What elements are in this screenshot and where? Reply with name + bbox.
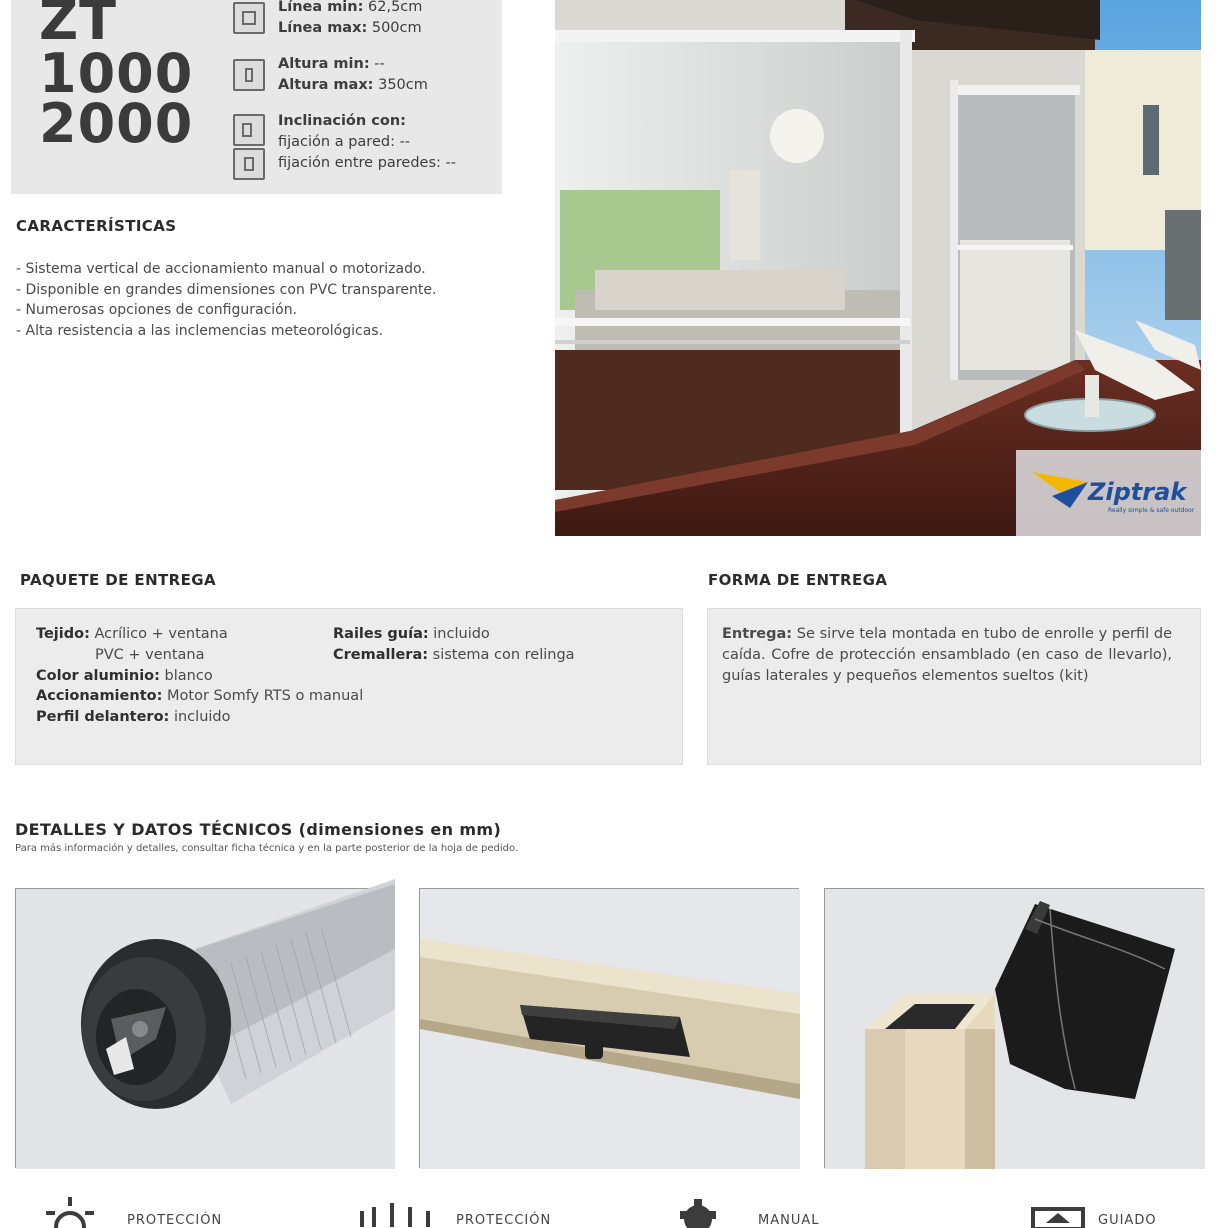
logo-tagline: Really simple & safe outdoor [1108, 507, 1195, 514]
detalles-note: Para más información y detalles, consultar ficha técnica y en la parte posterior de la hoja de pedido. [15, 843, 519, 854]
detail-side-guide [824, 888, 1204, 1168]
logo-text: Ziptrak [1088, 478, 1187, 506]
forma-text [722, 624, 1172, 686]
tejido-label: Tejido: [36, 626, 90, 642]
side-guide-illustration [825, 889, 1205, 1169]
footer-label: GUIADO [1098, 1213, 1157, 1228]
product-photo [555, 0, 1201, 536]
altura-max-value: 350cm [373, 77, 428, 93]
fijacion-pared-label: fijación a pared: [278, 134, 395, 150]
forma-label: Entrega: [722, 626, 793, 642]
bottom-rail-illustration [420, 889, 800, 1169]
wall-mount-icon [233, 114, 265, 146]
linea-max-label: Línea max: [278, 20, 368, 36]
width-icon [233, 2, 265, 34]
color-label: Color aluminio: [36, 667, 160, 684]
spec-box [11, 0, 502, 194]
color-value: blanco [159, 667, 213, 684]
accion-label: Accionamiento: [36, 688, 163, 705]
model-name-line-2: 1000 [39, 42, 194, 105]
footer-label: PROTECCIÓN [127, 1213, 223, 1228]
altura-min-label: Altura min: [278, 56, 370, 72]
paquete-left-column [36, 624, 363, 728]
detail-bottom-rail [419, 888, 799, 1168]
fijacion-pared-value: -- [394, 134, 411, 150]
linea-min-label: Línea min: [278, 0, 364, 15]
footer-label: PROTECCIÓN [456, 1213, 552, 1228]
model-name-line-3: 2000 [39, 92, 194, 155]
footer-label: MANUAL [758, 1213, 820, 1228]
cremallera-value: sistema con relinga [428, 646, 575, 663]
tejido-value: Acrílico + ventana [89, 626, 228, 642]
list-item: - Numerosas opciones de configuración. [16, 302, 298, 318]
fijacion-entre-value: -- [440, 155, 456, 171]
list-item: - Alta resistencia a las inclemencias meteorológicas. [16, 322, 384, 339]
footer-item-rain-protection [358, 1197, 578, 1228]
rain-icon [358, 1197, 438, 1227]
caracteristicas-heading: CARACTERÍSTICAS [16, 217, 177, 235]
forma-heading: FORMA DE ENTREGA [708, 571, 888, 589]
paquete-heading: PAQUETE DE ENTREGA [20, 571, 216, 589]
guide-rail-icon [1030, 1197, 1086, 1227]
ziptrak-logo [1016, 450, 1201, 536]
linea-max-value: 500cm [367, 20, 422, 36]
altura-min-value: -- [369, 56, 385, 72]
perfil-value: incluido [169, 709, 231, 726]
perfil-label: Perfil delantero: [36, 709, 170, 726]
detalles-heading-suffix: (dimensiones en mm) [292, 820, 502, 839]
sun-icon [38, 1197, 102, 1227]
model-name-line-1: ZT [39, 0, 117, 52]
inclinacion-label: Inclinación con: [278, 113, 406, 129]
footer-item-manual [676, 1197, 856, 1228]
cremallera-label: Cremallera: [333, 646, 429, 663]
detail-motor-tube [15, 888, 394, 1168]
paquete-right-column [333, 624, 575, 666]
railes-label: Railes guía: [333, 626, 429, 642]
caracteristicas-list [16, 259, 436, 341]
fijacion-entre-label: fijación entre paredes: [278, 155, 441, 171]
detalles-heading: DETALLES Y DATOS TÉCNICOS (dimensiones en mm) [15, 820, 502, 839]
altura-max-label: Altura max: [278, 77, 374, 93]
railes-value: incluido [428, 626, 490, 642]
accion-value: Motor Somfy RTS o manual [162, 688, 364, 705]
tejido-value-2: PVC + ventana [95, 646, 205, 663]
logo-mark-icon [1030, 468, 1090, 518]
motor-tube-illustration [16, 889, 395, 1169]
height-icon [233, 59, 265, 91]
forma-value: Se sirve tela montada en tubo de enrolle y perfil de caída. Cofre de protección ensamblado (en caso de llevarlo), guías laterales y pequeños elementos sueltos (kit) [722, 626, 1172, 684]
list-item: - Sistema vertical de accionamiento manual o motorizado. [16, 261, 426, 277]
footer-item-guided [1030, 1197, 1200, 1228]
between-walls-icon [233, 148, 265, 180]
gear-icon [676, 1197, 720, 1227]
list-item: - Disponible en grandes dimensiones con PVC transparente. [16, 281, 437, 298]
linea-min-value: 62,5cm [363, 0, 423, 15]
footer-item-sun-protection [38, 1197, 238, 1228]
